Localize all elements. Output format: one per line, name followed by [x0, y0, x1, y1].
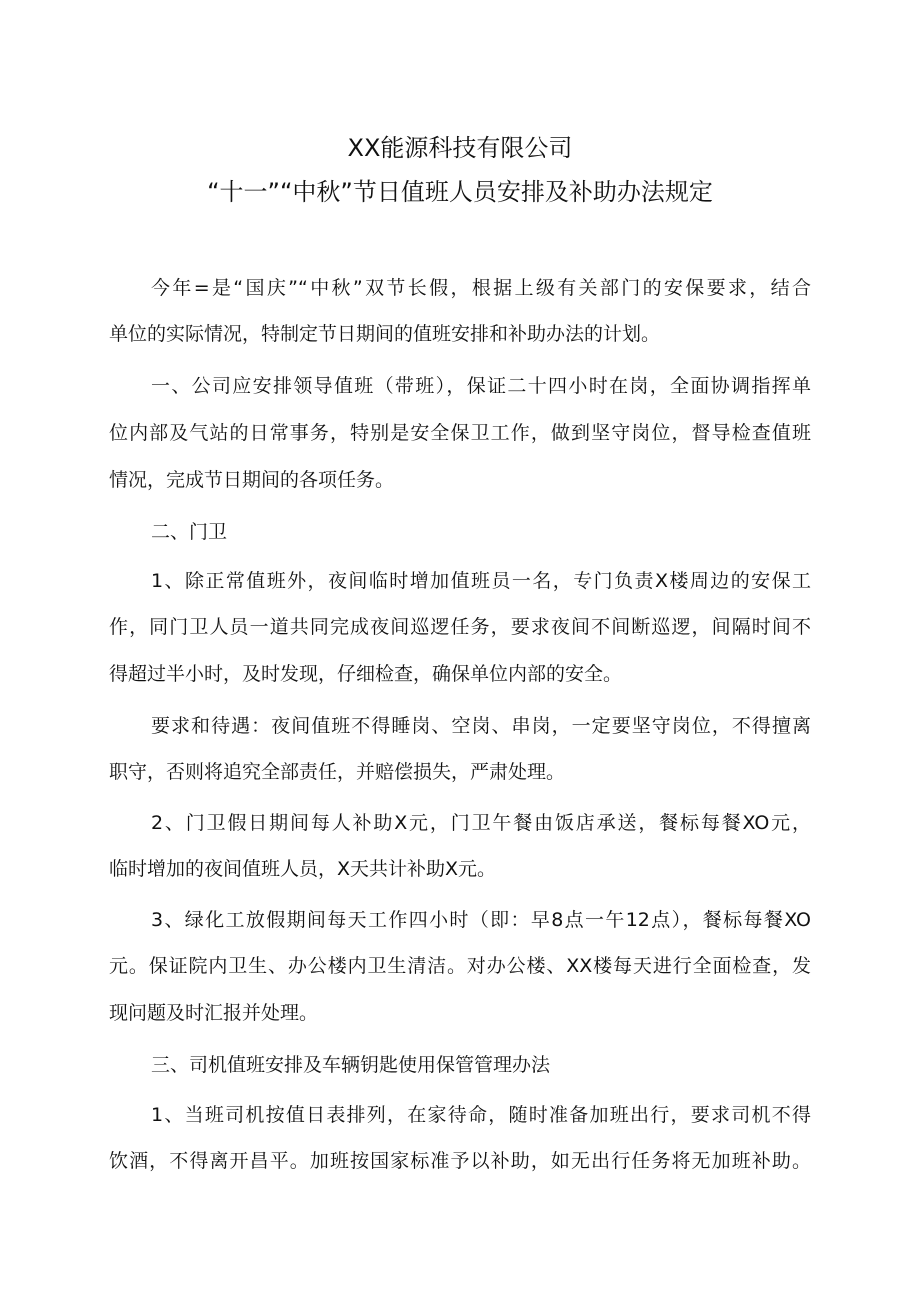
section-2-item-1-line-1: 1、除正常值班外，夜间临时增加值班员一名，专门负责X楼周边的安保工 [151, 570, 811, 592]
section-2-requirement-line-2: 职守，否则将追究全部责任，并赔偿损失，严肃处理。 [109, 761, 566, 783]
section-3-item-1-line-1: 1、当班司机按值日表排列，在家待命，随时准备加班出行，要求司机不得 [151, 1104, 811, 1126]
paragraph-intro-line-1: 今年=是“国庆”“中秋”双节长假，根据上级有关部门的安保要求，结合 [151, 277, 811, 299]
document-title: “十一”“中秋”节日值班人员安排及补助办法规定 [207, 178, 713, 206]
section-3-heading: 三、司机值班安排及车辆钥匙使用保管管理办法 [151, 1054, 551, 1076]
section-2-item-1-line-2: 作，同门卫人员一道共同完成夜间巡逻任务，要求夜间不间断巡逻，间隔时间不 [109, 616, 811, 638]
section-3-item-1-line-2: 饮酒，不得离开昌平。加班按国家标准予以补助，如无出行任务将无加班补助。 [109, 1150, 811, 1172]
company-title: XX能源科技有限公司 [347, 134, 573, 162]
section-2-item-1-line-3: 得超过半小时，及时发现，仔细检查，确保单位内部的安全。 [109, 663, 623, 685]
section-1-line-3: 情况，完成节日期间的各项任务。 [109, 469, 395, 491]
paragraph-intro-line-2: 单位的实际情况，特制定节日期间的值班安排和补助办法的计划。 [109, 323, 661, 345]
section-2-item-2-line-1: 2、门卫假日期间每人补助X元，门卫午餐由饭店承送，餐标每餐XO元， [151, 812, 811, 834]
section-1-line-2: 位内部及气站的日常事务，特别是安全保卫工作，做到坚守岗位，督导检查值班 [109, 422, 811, 444]
section-2-item-2-line-2: 临时增加的夜间值班人员，X天共计补助X元。 [109, 858, 497, 880]
section-2-item-3-line-1: 3、绿化工放假期间每天工作四小时（即：早8点一午12点），餐标每餐XO [151, 909, 811, 931]
section-2-item-3-line-3: 现问题及时汇报并处理。 [109, 1002, 319, 1024]
section-2-heading: 二、门卫 [151, 521, 228, 543]
section-1-line-1: 一、公司应安排领导值班（带班），保证二十四小时在岗，全面协调指挥单 [151, 375, 811, 397]
section-2-item-3-line-2: 元。保证院内卫生、办公楼内卫生清洁。对办公楼、XX楼每天进行全面检查，发 [109, 955, 811, 977]
section-2-requirement-line-1: 要求和待遇：夜间值班不得睡岗、空岗、串岗，一定要坚守岗位，不得擅离 [151, 715, 811, 737]
